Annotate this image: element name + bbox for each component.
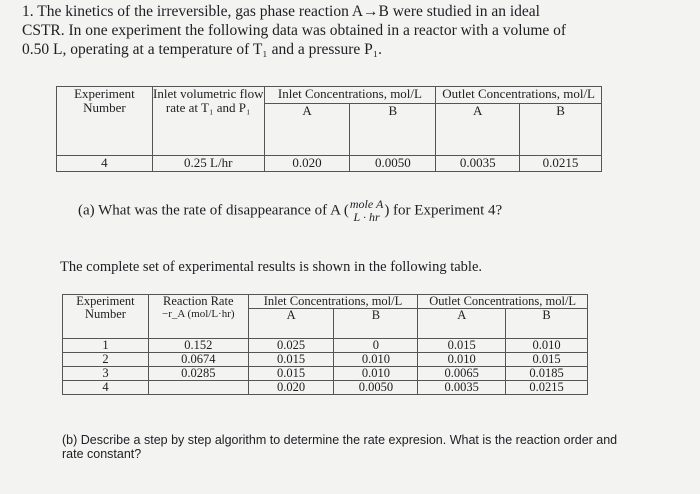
units-fraction [350,198,383,224]
reaction-rate-label: Reaction Rate [163,294,234,308]
header-outlet-concentrations: Outlet Concentrations, mol/L [418,295,588,309]
cell-out-b: 0.0215 [506,381,588,395]
header-inlet-concentrations: Inlet Concentrations, mol/L [248,295,418,309]
question-b: (b) Describe a step by step algorithm to determine the rate expresion. What is the reaction order and rate constant? [62,433,618,461]
problem-statement [22,2,682,59]
cell-in-b: 0.010 [334,367,418,381]
header-inlet-b: B [350,104,436,156]
cell-in-b: 0 [334,339,418,353]
cell-rate [148,381,248,395]
header-outlet-b: B [520,104,602,156]
problem-line-1: 1. The kinetics of the irreversible, gas phase reaction A→B were studied in an ideal [22,3,540,20]
cell-in-a: 0.020 [264,156,350,172]
cell-in-a: 0.020 [248,381,334,395]
header-inlet-a: A [248,309,334,339]
cell-in-b: 0.010 [334,353,418,367]
header-outlet-a: A [436,104,520,156]
header-inlet-concentrations: Inlet Concentrations, mol/L [264,87,436,104]
header-inlet-b: B [334,309,418,339]
header-reaction-rate [148,295,248,339]
header-outlet-b: B [506,309,588,339]
cell-exp: 3 [63,367,149,381]
cell-out-a: 0.015 [418,339,506,353]
table-row [57,156,602,172]
cell-flow: 0.25 L/hr [152,156,264,172]
cell-out-a: 0.0065 [418,367,506,381]
cell-rate: 0.152 [148,339,248,353]
cell-out-b: 0.015 [506,353,588,367]
cell-out-a: 0.0035 [436,156,520,172]
header-inlet-flow: Inlet volumetric flow rate at T₁ and P₁ [152,87,264,156]
table-row [63,353,588,367]
cell-exp: 4 [57,156,153,172]
cell-in-a: 0.015 [248,367,334,381]
cell-in-a: 0.015 [248,353,334,367]
cell-rate: 0.0285 [148,367,248,381]
header-inlet-a: A [264,104,350,156]
question-a-suffix: ) for Experiment 4? [384,202,503,219]
header-experiment-number: Experiment Number [63,295,149,339]
cell-exp: 1 [63,339,149,353]
header-experiment-number: Experiment Number [57,87,153,156]
cell-in-b: 0.0050 [334,381,418,395]
cell-in-b: 0.0050 [350,156,436,172]
question-a-prefix: (a) What was the rate of disappearance of A ( [78,202,349,219]
reaction-rate-unit: −r_A (mol/L·hr) [162,308,235,320]
problem-line-3: 0.50 L, operating at a temperature of T₁ and a pressure P₁. [22,41,383,58]
header-outlet-concentrations: Outlet Concentrations, mol/L [436,87,602,104]
experiment-4-table [56,86,602,172]
cell-out-b: 0.0215 [520,156,602,172]
cell-out-b: 0.010 [506,339,588,353]
results-table [62,294,588,395]
units-numerator: mole A [349,197,384,211]
results-intro: The complete set of experimental results is shown in the following table. [60,259,483,275]
cell-out-a: 0.010 [418,353,506,367]
question-a [78,198,502,224]
units-denominator: L · hr [353,210,380,224]
table-row [63,367,588,381]
table-row [63,381,588,395]
cell-out-b: 0.0185 [506,367,588,381]
problem-line-2: CSTR. In one experiment the following data was obtained in a reactor with a volume of [22,22,567,39]
cell-in-a: 0.025 [248,339,334,353]
cell-exp: 4 [63,381,149,395]
cell-exp: 2 [63,353,149,367]
cell-rate: 0.0674 [148,353,248,367]
cell-out-a: 0.0035 [418,381,506,395]
table-row [63,339,588,353]
header-outlet-a: A [418,309,506,339]
